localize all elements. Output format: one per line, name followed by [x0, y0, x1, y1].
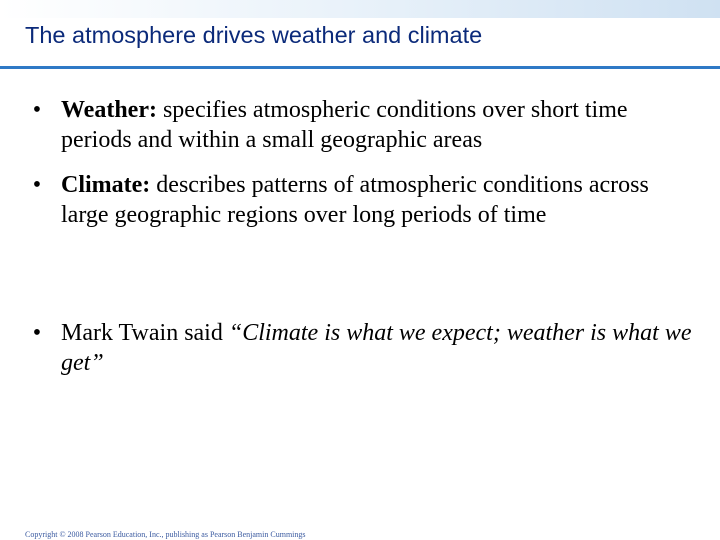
bullet-twain-quote — [30, 318, 700, 380]
bullet-marker: • — [32, 172, 42, 198]
copyright-footer: Copyright © 2008 Pearson Education, Inc., publishing as Pearson Benjamin Cummings — [25, 530, 306, 539]
header-gradient-band — [0, 0, 720, 18]
definition-climate: describes patterns of atmospheric conditions across large geographic regions over long periods of time — [61, 172, 649, 228]
slide-title: The atmosphere drives weather and climate — [25, 22, 483, 48]
bullet-text — [61, 318, 701, 378]
bullet-marker: • — [32, 97, 42, 123]
bullet-text — [61, 95, 701, 155]
term-climate: Climate: — [61, 172, 151, 198]
definition-weather: specifies atmospheric conditions over short time periods and within a small geographic areas — [61, 97, 628, 153]
twain-quote: “Climate is what we expect; weather is what we get” — [61, 320, 692, 376]
bullet-marker: • — [32, 320, 42, 346]
quote-attribution: Mark Twain said — [61, 320, 229, 346]
bullet-weather — [30, 95, 700, 157]
title-divider — [0, 66, 720, 69]
bullet-text — [61, 170, 701, 230]
term-weather: Weather: — [61, 97, 157, 123]
bullet-climate — [30, 170, 700, 262]
